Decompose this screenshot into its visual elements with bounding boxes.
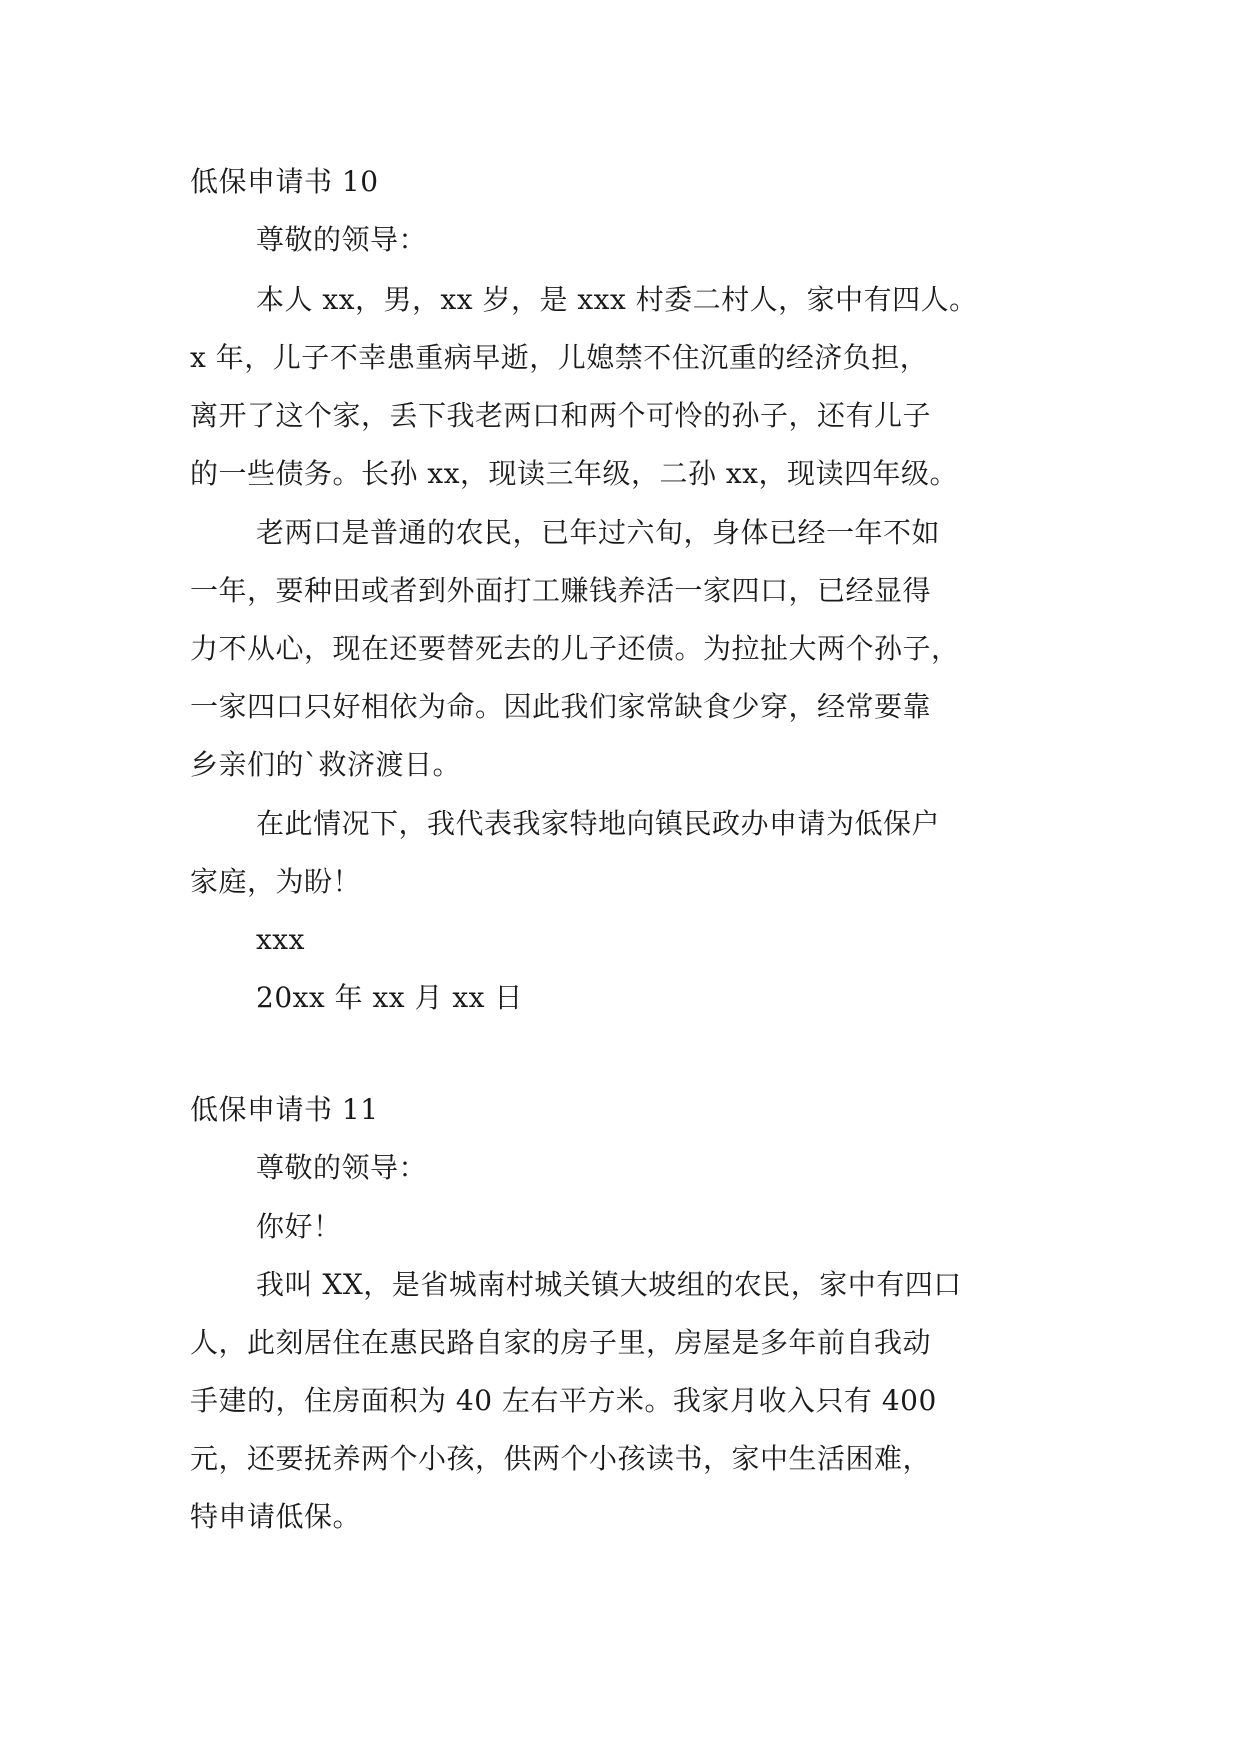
letter-11-line: 我叫 XX，是省城南村城关镇大坡组的农民，家中有四口: [256, 1268, 962, 1301]
letter-10-line: 本人 xx，男，xx 岁，是 xxx 村委二村人，家中有四人。: [256, 283, 978, 316]
letter-10-salutation: 尊敬的领导：: [256, 223, 428, 256]
letter-10-line: 一年，要种田或者到外面打工赚钱养活一家四口，已经显得: [190, 574, 932, 607]
letter-10-signature: xxx: [256, 923, 305, 956]
letter-11-line: 手建的，住房面积为 40 左右平方米。我家月收入只有 400: [190, 1384, 937, 1417]
letter-10-line: 乡亲们的`救济渡日。: [190, 748, 462, 781]
letter-10-line: 老两口是普通的农民，已年过六旬，身体已经一年不如: [256, 516, 941, 549]
letter-11-title: 低保申请书 11: [190, 1093, 379, 1126]
letter-11-line: 元，还要抚养两个小孩，供两个小孩读书，家中生活困难，: [190, 1442, 932, 1475]
letter-11-greeting: 你好！: [256, 1210, 342, 1243]
letter-10-line: 在此情况下，我代表我家特地向镇民政办申请为低保户: [256, 807, 941, 840]
letter-10-line: 的一些债务。长孙 xx，现读三年级，二孙 xx，现读四年级。: [190, 457, 958, 490]
letter-10-line: 一家四口只好相依为命。因此我们家常缺食少穿，经常要靠: [190, 690, 932, 723]
letter-10-line: 离开了这个家，丢下我老两口和两个可怜的孙子，还有儿子: [190, 399, 932, 432]
letter-10-line: x 年，儿子不幸患重病早逝，儿媳禁不住沉重的经济负担，: [190, 341, 929, 374]
letter-10-date: 20xx 年 xx 月 xx 日: [256, 981, 523, 1014]
letter-10-line: 家庭，为盼！: [190, 865, 362, 898]
letter-10-title: 低保申请书 10: [190, 165, 379, 198]
letter-10-line: 力不从心，现在还要替死去的儿子还债。为拉扯大两个孙子，: [190, 632, 960, 665]
letter-11-salutation: 尊敬的领导：: [256, 1151, 428, 1184]
letter-11-line: 人，此刻居住在惠民路自家的房子里，房屋是多年前自我动: [190, 1326, 932, 1359]
letter-11-line: 特申请低保。: [190, 1500, 362, 1533]
